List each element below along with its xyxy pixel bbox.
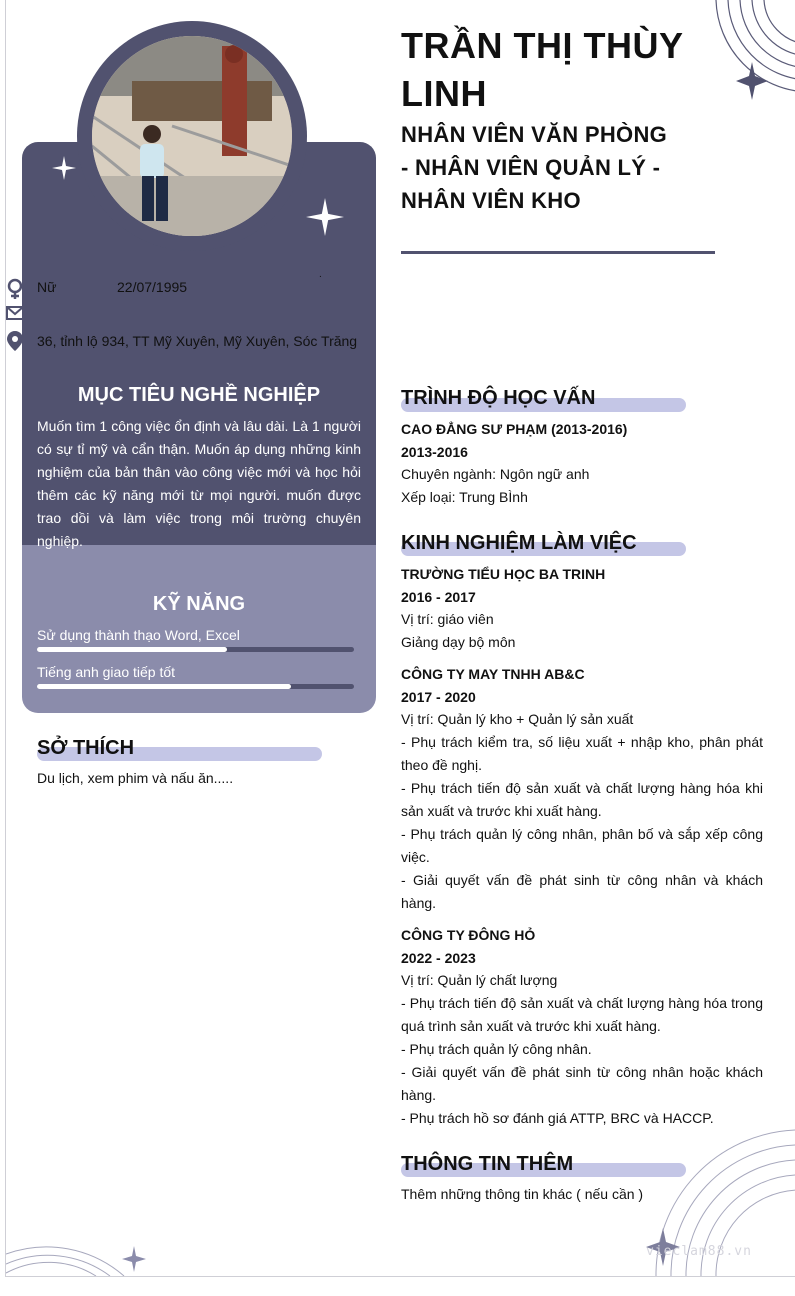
job-line: - Phụ trách hồ sơ đánh giá ATTP, BRC và HACCP. [401,1110,714,1126]
more-info-text: Thêm những thông tin khác ( nếu cần ) [401,1186,644,1202]
education-major: Chuyên ngành: Ngôn ngữ anh [401,466,590,482]
skill-bar-word-excel [37,647,354,652]
job-years: 2022 - 2023 [401,950,476,966]
skill-label-english: Tiếng anh giao tiếp tốt [37,664,176,680]
sparkle-icon [122,1246,146,1272]
job-years: 2017 - 2020 [401,689,476,705]
job-line: - Giải quyết vấn đề phát sinh từ công nhân hoặc khách hàng. [401,1064,763,1103]
skill-label-word-excel: Sử dụng thành thạo Word, Excel [37,627,240,643]
job-line: Vị trí: Quản lý kho + Quản lý sản xuất [401,711,634,727]
skills-title: KỸ NĂNG [152,593,246,615]
header-divider [401,251,715,254]
email-icon [6,305,24,321]
skill-fill-word-excel [37,647,227,652]
arc-decoration-top-right [706,0,795,110]
job-line: - Phụ trách tiến độ sản xuất và chất lượng hàng hóa trong quá trình sản xuất và trước khi xuất hàng. [401,995,763,1034]
candidate-name: TRẦN THỊ THÙY LINH [401,25,683,114]
watermark-text: vieclam88.vn [646,1244,752,1259]
more-info-title: THÔNG TIN THÊM [401,1153,574,1175]
contact-extra-text: . [319,269,322,280]
sparkle-icon [736,62,768,100]
job-line: - Phụ trách tiến độ sản xuất và chất lượng hàng hóa khi sản xuất và trước khi xuất hàng. [401,780,763,819]
profile-photo [92,36,292,236]
experience-title: KINH NGHIỆM LÀM VIỆC [401,532,637,554]
job-company: CÔNG TY ĐÔNG HỎ [401,927,536,943]
education-school: CAO ĐẲNG SƯ PHẠM (2013-2016) [401,421,628,437]
education-rank: Xếp loại: Trung BÌnh [401,489,528,505]
hobbies-text: Du lịch, xem phim và nấu ăn..... [37,770,234,786]
gender-text: Nữ [37,279,57,295]
job-line: - Giải quyết vấn đề phát sinh từ công nhân và khách hàng. [401,872,763,911]
job-line: - Phụ trách quản lý công nhân. [401,1041,592,1057]
gender-icon [6,278,24,300]
job-line: Vị trí: Quản lý chất lượng [401,972,558,988]
job-company: TRƯỜNG TIỂU HỌC BA TRINH [401,566,606,582]
sparkle-icon [52,156,76,180]
objective-text: Muốn tìm 1 công việc ổn định và lâu dài. Là 1 người có sự tỉ mỹ và cẩn thận. Muốn áp dụng những kinh nghiệm của bản thân vào công việc mới và học hỏi thêm các kỹ năng mới từ mọi người. muốn được trao dồi và làm việc trong môi trường chuyên nghiệp. [37,418,361,549]
skill-bar-english [37,684,354,689]
skill-fill-english [37,684,291,689]
cv-page [5,0,795,1277]
birthday-text: 22/07/1995 [117,279,188,295]
job-title: NHÂN VIÊN VĂN PHÒNG - NHÂN VIÊN QUẢN LÝ - NHÂN VIÊN KHO [401,122,668,213]
objective-title: MỤC TIÊU NGHỀ NGHIỆP [77,384,321,406]
education-years: 2013-2016 [401,444,468,460]
job-line: - Phụ trách quản lý công nhân, phân bố và sắp xếp công việc. [401,826,763,865]
job-line: Vị trí: giáo viên [401,611,494,627]
job-line: Giảng dạy bộ môn [401,634,516,650]
address-text: 36, tỉnh lộ 934, TT Mỹ Xuyên, Mỹ Xuyên, Sóc Trăng [37,333,358,349]
job-line: - Phụ trách kiểm tra, số liệu xuất + nhập kho, phân phát theo đề nghị. [401,734,763,773]
arc-decoration-bottom-left [6,1222,156,1277]
job-company: CÔNG TY MAY TNHH AB&C [401,666,585,682]
sparkle-icon [306,198,344,236]
job-years: 2016 - 2017 [401,589,476,605]
location-icon [6,330,24,352]
hobbies-title: SỞ THÍCH [37,737,135,759]
education-title: TRÌNH ĐỘ HỌC VẤN [401,387,596,409]
